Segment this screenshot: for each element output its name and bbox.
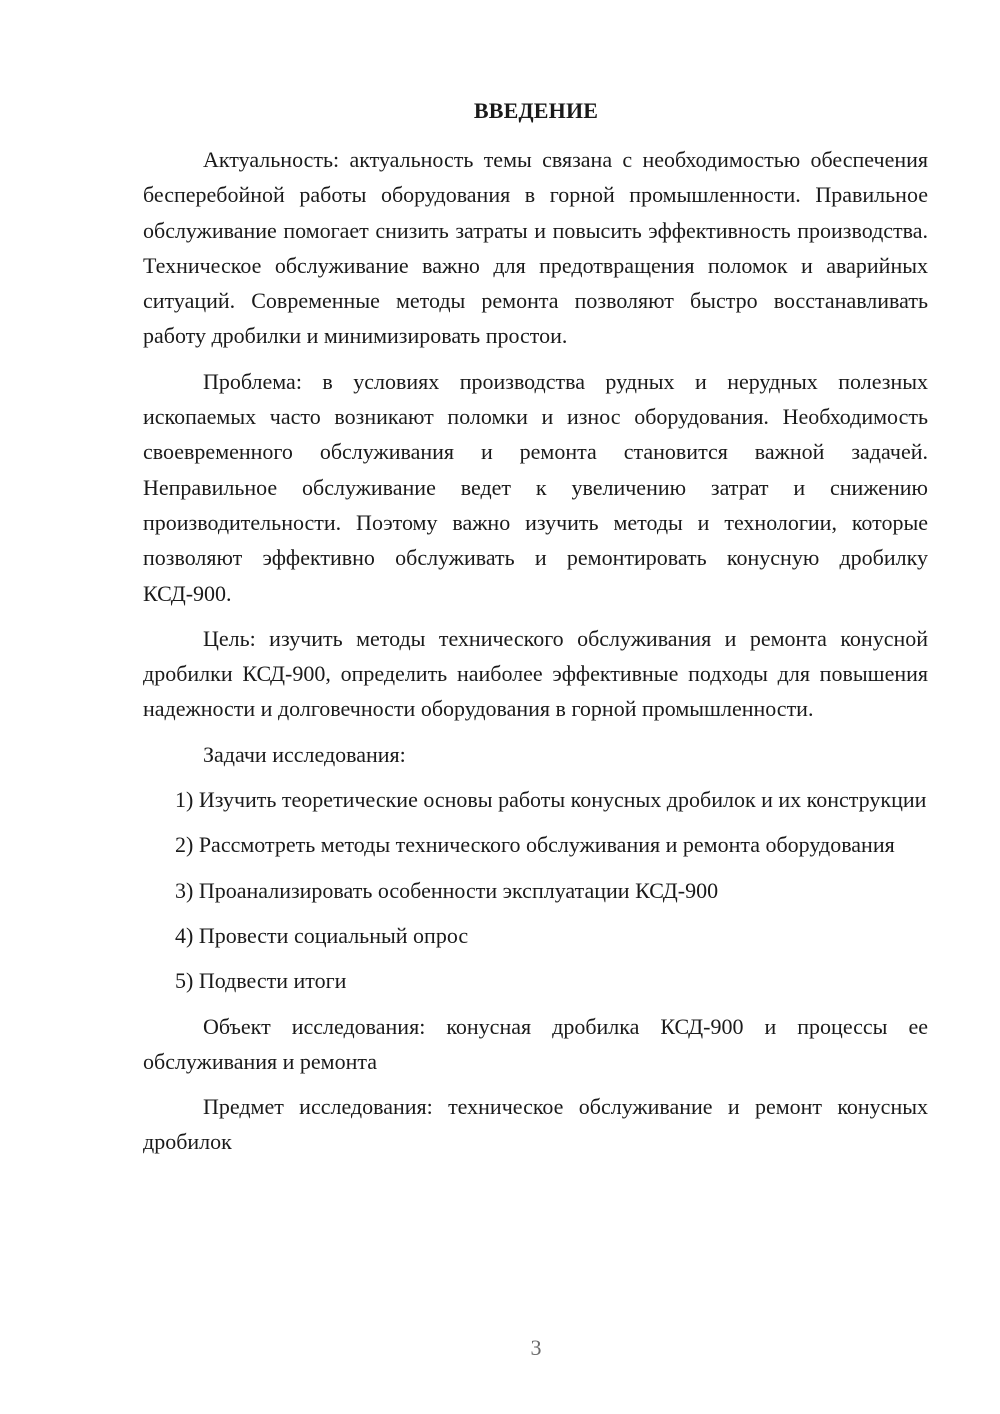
list-item: 2) Рассмотреть методы технического обслуживания и ремонта оборудования xyxy=(175,832,895,858)
tasks-heading: Задачи исследования: xyxy=(203,741,406,767)
page-number: 3 xyxy=(530,1335,542,1360)
document-body xyxy=(143,142,928,1170)
paragraph-goal: Цель: изучить методы технического обслуживания и ремонта конусной дробилки КСД-900, определить наиболее эффективные подходы для повышения надежности и долговечности оборудования в горной промышленности. xyxy=(143,625,928,722)
list-item: 4) Провести социальный опрос xyxy=(175,922,469,948)
paragraph-relevance: Актуальность: актуальность темы связана с необходимостью обеспечения бесперебойной работы оборудования в горной промышленности. Правильное обслуживание помогает снизить затраты и повысить эффективность производства. Техническое обслуживание важно для предотвращения поломок и аварийных ситуаций. Современные методы ремонта позволяют быстро восстанавливать работу дробилки и минимизировать простои. xyxy=(143,147,928,349)
paragraph-subject: Предмет исследования: техническое обслуживание и ремонт конусных дробилок xyxy=(143,1094,928,1155)
list-item: 3) Проанализировать особенности эксплуатации КСД-900 xyxy=(175,877,719,903)
list-item: 5) Подвести итоги xyxy=(175,968,347,994)
list-item: 1) Изучить теоретические основы работы конусных дробилок и их конструкции xyxy=(175,787,927,813)
paragraph-problem: Проблема: в условиях производства рудных и нерудных полезных ископаемых часто возникают поломки и износ оборудования. Необходимость своевременного обслуживания и ремонта становится важной задачей. Неправильное обслуживание ведет к увеличению затрат и снижению производительности. Поэтому важно изучить методы и технологии, которые позволяют эффективно обслуживать и ремонтировать конусную дробилку КСД-900. xyxy=(143,368,928,606)
paragraph-object: Объект исследования: конусная дробилка КСД-900 и процессы ее обслуживания и ремонта xyxy=(143,1013,928,1074)
page-title: ВВЕДЕНИЕ xyxy=(473,98,599,123)
